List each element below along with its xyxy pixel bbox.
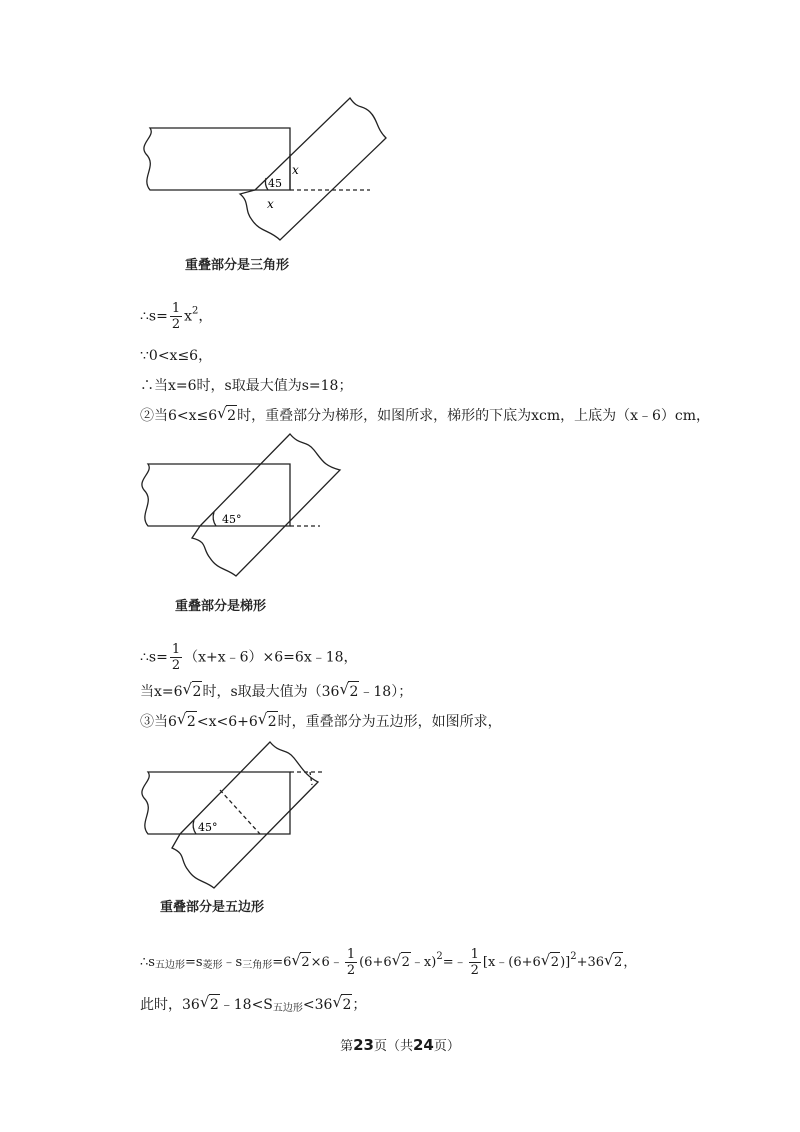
strip-shape: [172, 742, 318, 888]
line-2: ∵0<x≤6，: [140, 348, 213, 364]
rectangle-shape: [142, 464, 290, 526]
line-6: 当x=6√ 2时，s取最大值为（36√ 2﹣18）；: [140, 681, 412, 702]
angle-label: 45: [268, 177, 282, 190]
strip-shape: [240, 98, 386, 240]
line-9: 此时，36√ $2﹣18<S_{五边形}<36√$ 2；: [140, 994, 366, 1019]
line-1: ∴s= $\frac{1}{2}$ $x^2$，: [140, 301, 213, 332]
line-4: ②当6<x≤6√ 2时，重叠部分为梯形，如图所求，梯形的下底为xcm，上底为（x﹣6）cm，: [140, 405, 710, 426]
caption-pentagon: 重叠部分是五边形: [160, 900, 265, 915]
angle-label: 45°: [198, 821, 218, 834]
page-footer: 第23页（共24页）: [340, 1036, 460, 1054]
figure-pentagon: [130, 738, 350, 898]
strip-shape: [192, 434, 340, 576]
figure-triangle: [130, 90, 390, 250]
line-3: ∴当x=6时，s取最大值为s=18；: [140, 378, 353, 394]
x-side-label: x: [292, 163, 299, 177]
angle-label: 45°: [222, 513, 242, 526]
x-bottom-label: x: [267, 197, 274, 211]
line-7: ③当6√ 2<x<6+6√ 2时，重叠部分为五边形，如图所求，: [140, 711, 502, 732]
figure-trapezoid: [130, 430, 370, 590]
caption-trapezoid: 重叠部分是梯形: [175, 599, 267, 614]
line-8: $\therefore s_{五边形}=s_{菱形}﹣s_{三角形}=6√$ 2×6﹣ $\frac{1}{2}$ (6+6√ 2﹣x)$^2$=﹣ $\frac{1}{2}$ [x﹣(6+6√ 2)]$^2$+36√ 2，: [140, 947, 636, 978]
caption-triangle: 重叠部分是三角形: [185, 258, 290, 273]
line-5: ∴s= $\frac{1}{2}$ （x+x﹣6）×6=6x﹣18，: [140, 642, 358, 673]
